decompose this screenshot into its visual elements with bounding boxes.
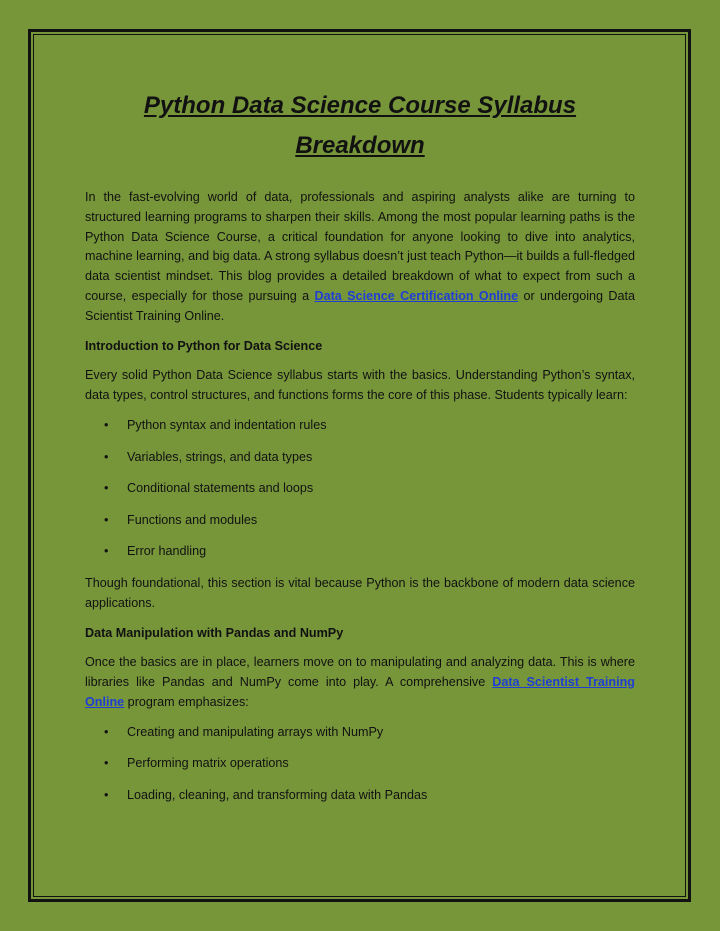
bullet-icon: • <box>104 756 109 771</box>
bullet-icon: • <box>104 787 109 802</box>
section2-text-start: Once the basics are in place, learners move on to manipulating and analyzing data. This is where libraries like Pandas and NumPy come into play. A comprehensive <box>85 655 635 690</box>
section1-bullet-list <box>85 416 635 562</box>
bullet-icon: • <box>104 449 109 464</box>
list-item-text: Python syntax and indentation rules <box>127 417 327 432</box>
list-item-text: Loading, cleaning, and transforming data with Pandas <box>127 787 428 802</box>
section2-paragraph <box>85 653 635 712</box>
section-heading-pandas-numpy: Data Manipulation with Pandas and NumPy <box>85 625 344 640</box>
bullet-icon: • <box>104 512 109 527</box>
data-science-certification-link[interactable]: Data Science Certification Online <box>314 288 519 303</box>
list-item <box>85 542 635 562</box>
list-item-text: Creating and manipulating arrays with NumPy <box>127 724 384 739</box>
section2-text-end: program emphasizes: <box>124 694 249 709</box>
document-body <box>85 86 635 818</box>
intro-paragraph <box>85 188 635 327</box>
list-item-text: Functions and modules <box>127 512 258 527</box>
bullet-icon: • <box>104 544 109 559</box>
list-item-text: Error handling <box>127 544 207 559</box>
section2-bullet-list <box>85 723 635 806</box>
list-item <box>85 786 635 806</box>
list-item <box>85 754 635 774</box>
intro-text-end: or undergoing Data Scientist Training Online. <box>85 288 635 323</box>
intro-text-start: In the fast-evolving world of data, professionals and aspiring analysts alike are turning to structured learning programs to sharpen their skills. Among the most popular learning paths is the Python Data Science Course, a critical foundation for anyone looking to dive into analytics, machine learning, and big data. A strong syllabus doesn’t just teach Python—it builds a full-fledged data scientist mindset. This blog provides a detailed breakdown of what to expect from such a course, especially for those pursuing a <box>85 190 635 303</box>
list-item-text: Variables, strings, and data types <box>127 449 313 464</box>
section1-paragraph: Every solid Python Data Science syllabus starts with the basics. Understanding Python’s syntax, data types, control structures, and functions forms the core of this phase. Students typically learn: <box>85 368 635 403</box>
section1-closing-paragraph: Though foundational, this section is vital because Python is the backbone of modern data science applications. <box>85 575 635 610</box>
data-scientist-training-link[interactable]: Data Scientist Training Online <box>85 675 635 709</box>
list-item <box>85 723 635 743</box>
document-title: Python Data Science Course Syllabus Breakdown <box>143 92 577 159</box>
bullet-icon: • <box>104 417 109 432</box>
list-item <box>85 448 635 468</box>
list-item-text: Performing matrix operations <box>127 756 289 771</box>
bullet-icon: • <box>104 481 109 496</box>
list-item <box>85 511 635 531</box>
bullet-icon: • <box>104 724 109 739</box>
list-item-text: Conditional statements and loops <box>127 481 314 496</box>
list-item <box>85 416 635 436</box>
list-item <box>85 479 635 499</box>
section-heading-intro-python: Introduction to Python for Data Science <box>85 338 323 353</box>
